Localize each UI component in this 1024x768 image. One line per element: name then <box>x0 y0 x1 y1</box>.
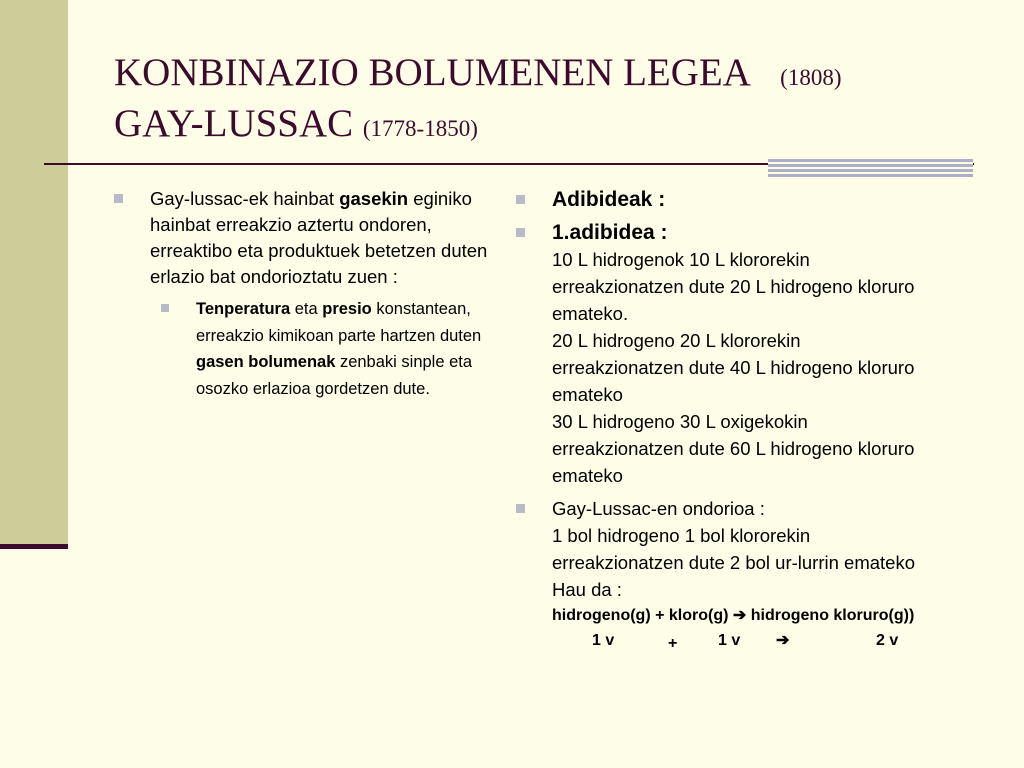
bullet-square-icon <box>516 228 525 237</box>
arrow-right-icon: ➔ <box>732 607 747 624</box>
bullet-item-heading <box>516 186 1016 213</box>
bullet-square-icon <box>516 195 525 204</box>
title-line-1 <box>114 50 994 101</box>
reaction-equation: hidrogeno(g) + kloro(g) ➔ hidrogeno kloruro(g)) <box>552 607 915 624</box>
bullet-item-conclusion: Gay-Lussac-en ondorioa : 1 bol hidrogeno 1 bol klororekin erreakzionatzen dute 2 bol ur-lurrin emateko Hau da : hidrogeno(g) + kloro(g) ➔ hidrogeno kloruro(g)) 1 v + 1 v ➔ 2 v <box>516 495 1016 651</box>
bullet-square-icon <box>161 304 169 312</box>
left-decorative-band <box>0 0 68 546</box>
left-band-underline <box>0 544 68 549</box>
sub-bullet-item: Tenperatura eta presio konstantean, erreakzio kimikoan parte hartzen duten gasen bolumenak zenbaki sinple eta osozko erlazioa gordetzen dute. <box>161 296 514 402</box>
title-line-2 <box>114 101 994 152</box>
slide-title <box>114 50 994 152</box>
right-column <box>516 186 1016 657</box>
title-author: GAY-LUSSAC <box>114 102 354 145</box>
examples-heading: Adibideak : <box>552 188 666 211</box>
bullet-square-icon <box>516 504 525 513</box>
title-main: KONBINAZIO BOLUMENEN LEGEA <box>114 51 751 94</box>
left-column <box>114 186 514 408</box>
example-title: 1.adibidea : <box>552 221 668 244</box>
title-author-years: (1778-1850) <box>362 116 478 141</box>
title-accent-bar <box>768 159 973 177</box>
bullet-square-icon <box>114 194 123 203</box>
volume-ratio-row: 1 v + 1 v ➔ 2 v <box>552 627 1016 651</box>
bullet-item: Gay-lussac-ek hainbat gasekin eginiko hainbat erreakzio aztertu ondoren, erreaktibo eta produktuek betetzen duten erlazio bat ondorioztatu zuen : <box>114 186 514 290</box>
title-year: (1808) <box>780 65 842 90</box>
bullet-item-example: 1.adibidea : 10 L hidrogenok 10 L klororekin erreakzionatzen dute 20 L hidrogeno kloruro emateko. 20 L hidrogeno 20 L klororekin erreakzionatzen dute 40 L hidrogeno kloruro emateko 30 L hidrogeno 30 L oxigekokin erreakzionatzen dute 60 L hidrogeno kloruro emateko <box>516 219 1016 489</box>
arrow-right-icon: ➔ <box>776 632 790 649</box>
